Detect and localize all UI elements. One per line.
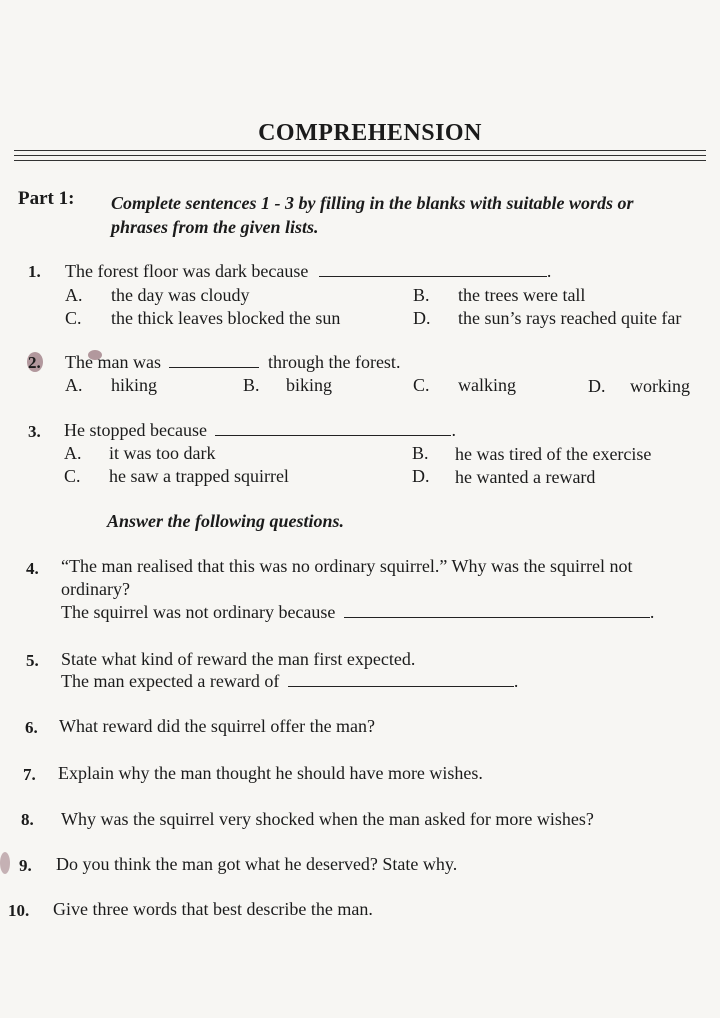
question-2-text-before: The man was: [65, 352, 161, 372]
question-3-blank[interactable]: [215, 434, 451, 436]
instruction-line-1: Complete sentences 1 - 3 by filling in the blanks with suitable words or: [111, 193, 634, 213]
q1-option-b-letter: B.: [413, 285, 430, 305]
question-4-number: 4.: [26, 559, 39, 578]
q1-option-a-text: the day was cloudy: [111, 285, 250, 305]
question-3-text: He stopped because: [64, 420, 207, 440]
title-rule-top: [14, 150, 706, 151]
q3-option-b-letter: B.: [412, 443, 429, 463]
question-4-answer-prompt: The squirrel was not ordinary because: [61, 602, 336, 622]
instruction-line-2: phrases from the given lists.: [111, 217, 319, 237]
question-4-line-2: ordinary?: [61, 579, 130, 599]
q3-option-a-text: it was too dark: [109, 443, 216, 463]
q2-option-a-letter: A.: [65, 375, 83, 395]
section-heading: Answer the following questions.: [107, 511, 345, 531]
question-5-answer-prompt: The man expected a reward of: [61, 671, 280, 691]
q2-option-b-text: biking: [286, 375, 333, 395]
q1-option-c-letter: C.: [65, 308, 82, 328]
question-6-number: 6.: [25, 718, 38, 737]
question-5-answer-line: [61, 671, 518, 692]
q1-option-d-letter: D.: [413, 308, 431, 328]
question-2-text-after: through the forest.: [267, 352, 401, 372]
question-1-text: The forest floor was dark because: [65, 261, 309, 281]
q2-option-d-text: working: [630, 376, 690, 396]
q1-option-c-text: the thick leaves blocked the sun: [111, 308, 341, 328]
page-title: COMPREHENSION: [258, 120, 482, 146]
question-5-blank[interactable]: [288, 685, 514, 687]
question-3-number: 3.: [28, 422, 41, 441]
q2-option-c-letter: C.: [413, 375, 430, 395]
q3-option-a-letter: A.: [64, 443, 82, 463]
q2-option-b-letter: B.: [243, 375, 260, 395]
q3-option-b-text: he was tired of the exercise: [455, 444, 652, 464]
ink-smudge: [0, 852, 10, 874]
question-9-text: Do you think the man got what he deserved? State why.: [56, 854, 458, 874]
q2-option-d-letter: D.: [588, 376, 606, 396]
question-2-number: 2.: [28, 353, 41, 372]
question-4-blank[interactable]: [344, 616, 650, 618]
question-4-line-1: “The man realised that this was no ordinary squirrel.” Why was the squirrel not: [61, 556, 633, 576]
question-8-number: 8.: [21, 810, 34, 829]
question-2-blank[interactable]: [169, 366, 259, 368]
question-2-stem: [65, 352, 400, 373]
question-5-line-1: State what kind of reward the man first expected.: [61, 649, 416, 669]
question-4-answer-line: [61, 602, 654, 623]
question-5-end: .: [513, 671, 519, 691]
title-rule-mid: [14, 155, 706, 156]
question-6-text: What reward did the squirrel offer the man?: [59, 716, 376, 736]
q1-option-a-letter: A.: [65, 285, 83, 305]
question-1-end: .: [546, 261, 552, 281]
question-1-stem: [65, 261, 551, 282]
q2-option-a-text: hiking: [111, 375, 158, 395]
q1-option-d-text: the sun’s rays reached quite far: [458, 308, 682, 328]
q3-option-d-letter: D.: [412, 466, 430, 486]
title-rule-bottom: [14, 160, 706, 161]
question-8-text: Why was the squirrel very shocked when the man asked for more wishes?: [61, 809, 594, 829]
question-10-number: 10.: [8, 901, 30, 920]
q1-option-b-text: the trees were tall: [458, 285, 586, 305]
q2-option-c-text: walking: [458, 375, 516, 395]
part-label: Part 1:: [18, 188, 75, 209]
question-7-text: Explain why the man thought he should have more wishes.: [58, 763, 483, 783]
q3-option-d-text: he wanted a reward: [455, 467, 596, 487]
q3-option-c-text: he saw a trapped squirrel: [109, 466, 289, 486]
question-3-end: .: [451, 420, 456, 440]
question-9-number: 9.: [19, 856, 32, 875]
question-10-text: Give three words that best describe the man.: [53, 899, 373, 919]
question-5-number: 5.: [26, 651, 39, 670]
question-1-blank[interactable]: [319, 275, 547, 277]
question-1-number: 1.: [28, 262, 41, 281]
question-4-end: .: [649, 602, 655, 622]
question-7-number: 7.: [23, 765, 36, 784]
question-3-stem: [64, 420, 456, 441]
q3-option-c-letter: C.: [64, 466, 81, 486]
